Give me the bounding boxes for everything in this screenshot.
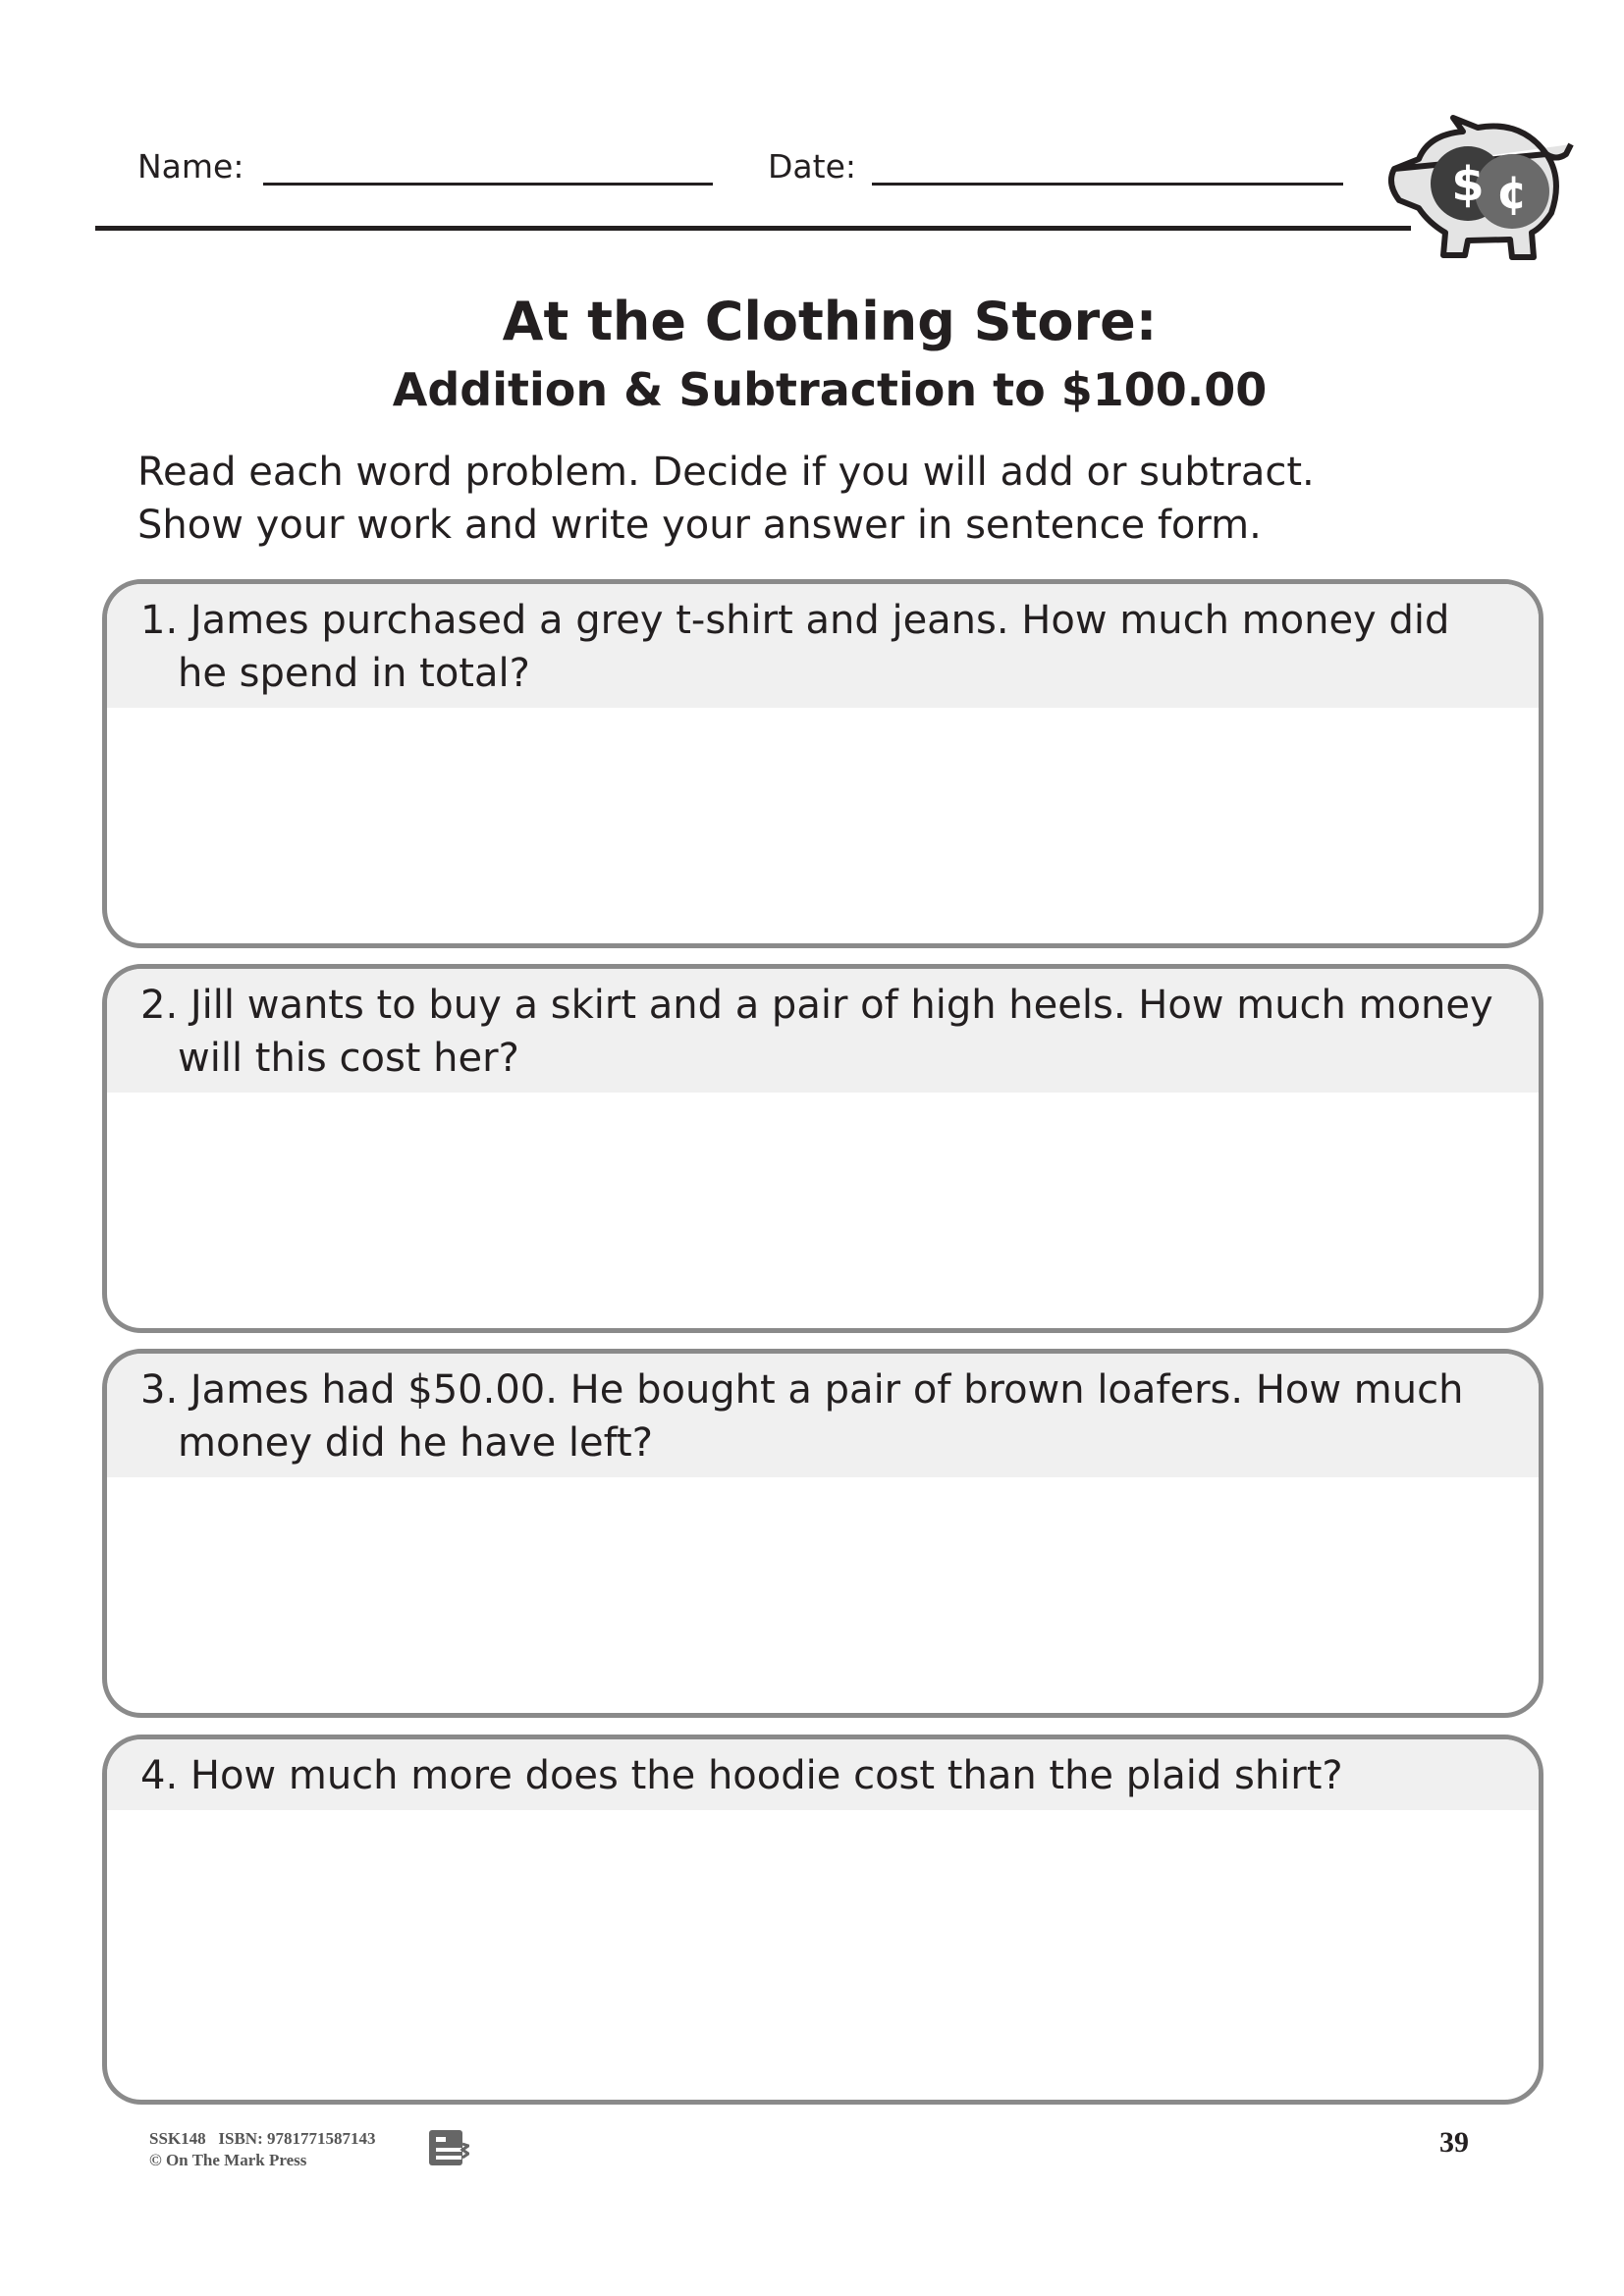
- name-field[interactable]: [263, 183, 713, 186]
- question-box-2[interactable]: [102, 964, 1543, 1333]
- page-number: 39: [1439, 2126, 1469, 2159]
- question-box-3[interactable]: [102, 1349, 1543, 1718]
- question-header: [107, 584, 1539, 708]
- copyright: © On The Mark Press: [149, 2151, 307, 2169]
- question-header: [107, 1739, 1539, 1810]
- instruction-line: Read each word problem. Decide if you will add or subtract.: [137, 450, 1315, 495]
- page-title: At the Clothing Store:: [502, 291, 1158, 352]
- logo-dollar-sign: $: [1451, 157, 1485, 212]
- question-text: 4. How much more does the hoodie cost than the plaid shirt?: [140, 1753, 1343, 1798]
- question-text: 3. James had $50.00. He bought a pair of brown loafers. How much money did he have left?: [140, 1367, 1464, 1466]
- question-text: 1. James purchased a grey t-shirt and jeans. How much money did he spend in total?: [140, 598, 1450, 696]
- date-field[interactable]: [872, 183, 1343, 186]
- header-divider: [95, 226, 1411, 231]
- piggy-bank-logo: [1375, 110, 1581, 267]
- question-box-4[interactable]: [102, 1735, 1543, 2105]
- instruction-line: Show your work and write your answer in sentence form.: [137, 503, 1262, 548]
- page-subtitle: Addition & Subtraction to $100.00: [392, 363, 1268, 416]
- isbn: ISBN: 9781771587143: [218, 2129, 376, 2148]
- date-label: Date:: [768, 147, 856, 186]
- instructions: [137, 446, 1315, 552]
- product-code: SSK148: [149, 2129, 206, 2148]
- question-header: [107, 1354, 1539, 1477]
- worksheet-icon: [428, 2128, 469, 2167]
- question-box-1[interactable]: [102, 579, 1543, 948]
- logo-cent-sign: ¢: [1495, 166, 1529, 219]
- question-header: [107, 969, 1539, 1093]
- name-label: Name:: [137, 147, 244, 186]
- question-text: 2. Jill wants to buy a skirt and a pair of high heels. How much money will this cost her?: [140, 983, 1493, 1081]
- footer-info: [149, 2128, 376, 2171]
